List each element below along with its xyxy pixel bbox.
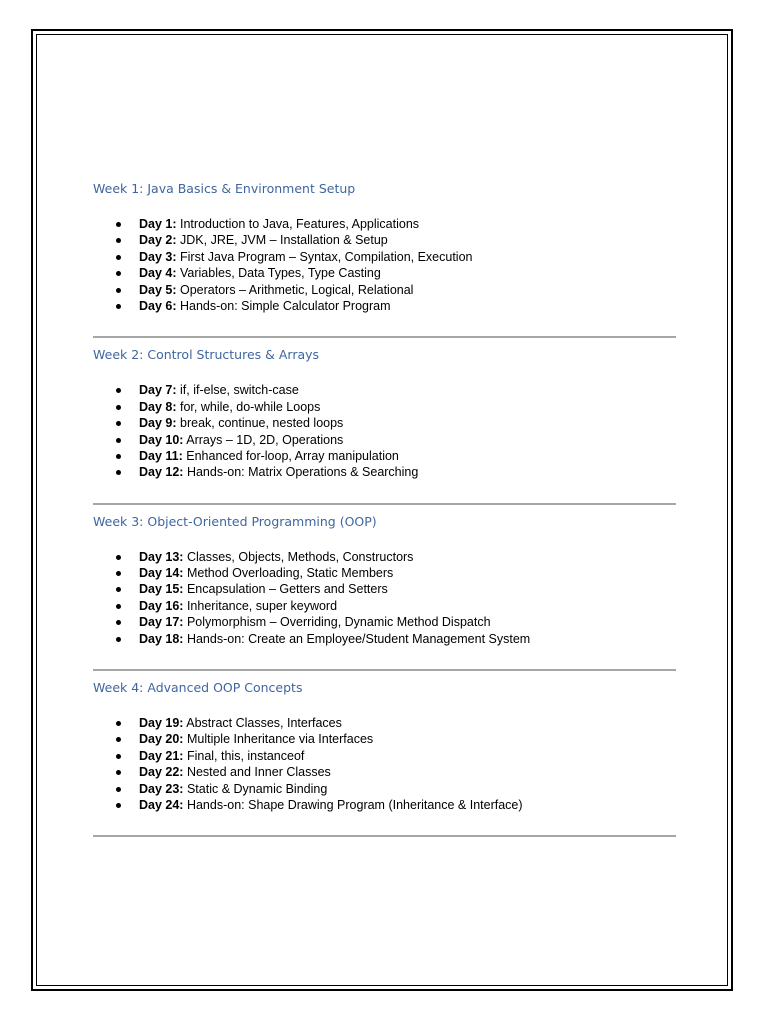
bullet-icon <box>116 787 121 792</box>
section-divider <box>93 835 676 837</box>
day-text: Nested and Inner Classes <box>183 765 331 780</box>
day-list <box>93 549 676 647</box>
bullet-icon <box>116 421 121 426</box>
bullet-icon <box>116 587 121 592</box>
list-item <box>93 731 676 747</box>
day-list <box>93 382 676 480</box>
list-item <box>93 265 676 281</box>
bullet-icon <box>116 222 121 227</box>
list-item <box>93 399 676 415</box>
week-4-section <box>93 679 676 837</box>
day-text: Hands-on: Matrix Operations & Searching <box>183 465 419 480</box>
bullet-icon <box>116 637 121 642</box>
bullet-icon <box>116 770 121 775</box>
section-divider <box>93 503 676 505</box>
day-label: Day 8: <box>139 399 177 414</box>
day-text: Operators – Arithmetic, Logical, Relational <box>176 282 414 297</box>
day-text: Enhanced for-loop, Array manipulation <box>182 448 399 463</box>
bullet-icon <box>116 255 121 260</box>
bullet-icon <box>116 754 121 759</box>
day-text: Multiple Inheritance via Interfaces <box>183 732 374 747</box>
list-item <box>93 631 676 647</box>
list-item <box>93 464 676 480</box>
bullet-icon <box>116 454 121 459</box>
list-item <box>93 715 676 731</box>
bullet-icon <box>116 388 121 393</box>
day-label: Day 16: <box>139 598 184 613</box>
day-text: JDK, JRE, JVM – Installation & Setup <box>176 233 388 248</box>
list-item <box>93 382 676 398</box>
week-1-section <box>93 180 676 338</box>
list-item <box>93 797 676 813</box>
section-divider <box>93 669 676 671</box>
bullet-icon <box>116 405 121 410</box>
list-item <box>93 598 676 614</box>
day-text: for, while, do-while Loops <box>176 399 321 414</box>
day-text: Hands-on: Simple Calculator Program <box>176 298 391 313</box>
day-text: Encapsulation – Getters and Setters <box>183 582 388 597</box>
list-item <box>93 764 676 780</box>
day-label: Day 15: <box>139 582 184 597</box>
day-label: Day 6: <box>139 298 177 313</box>
day-label: Day 3: <box>139 249 177 264</box>
list-item <box>93 781 676 797</box>
list-item <box>93 282 676 298</box>
week-heading: Week 1: Java Basics & Environment Setup <box>93 181 356 196</box>
day-label: Day 5: <box>139 282 177 297</box>
list-item <box>93 216 676 232</box>
bullet-icon <box>116 438 121 443</box>
day-text: break, continue, nested loops <box>176 416 344 431</box>
day-text: if, if-else, switch-case <box>176 383 299 398</box>
week-heading: Week 2: Control Structures & Arrays <box>93 347 320 363</box>
day-text: Final, this, instanceof <box>183 748 305 763</box>
day-label: Day 24: <box>139 797 184 812</box>
list-item <box>93 748 676 764</box>
day-text: Hands-on: Shape Drawing Program (Inheritance & Interface) <box>183 797 523 812</box>
bullet-icon <box>116 803 121 808</box>
week-3-section <box>93 513 676 671</box>
day-text: Classes, Objects, Methods, Constructors <box>183 549 414 564</box>
day-text: Static & Dynamic Binding <box>183 781 328 796</box>
day-text: Inheritance, super keyword <box>183 598 338 613</box>
bullet-icon <box>116 288 121 293</box>
bullet-icon <box>116 271 121 276</box>
bullet-icon <box>116 571 121 576</box>
day-label: Day 11: <box>139 448 183 463</box>
day-list <box>93 715 676 813</box>
week-heading: Week 3: Object-Oriented Programming (OOP) <box>93 513 377 529</box>
day-label: Day 14: <box>139 566 184 581</box>
day-label: Day 2: <box>139 233 177 248</box>
day-text: Method Overloading, Static Members <box>183 566 394 581</box>
day-label: Day 18: <box>139 631 184 646</box>
list-item <box>93 614 676 630</box>
day-label: Day 19: <box>139 716 184 731</box>
day-label: Day 12: <box>139 465 184 480</box>
day-label: Day 10: <box>139 432 184 447</box>
list-item <box>93 232 676 248</box>
bullet-icon <box>116 721 121 726</box>
bullet-icon <box>116 238 121 243</box>
document-body <box>93 180 676 837</box>
week-heading: Week 4: Advanced OOP Concepts <box>93 680 303 696</box>
list-item <box>93 415 676 431</box>
list-item <box>93 448 676 464</box>
day-text: Arrays – 1D, 2D, Operations <box>183 432 344 447</box>
day-label: Day 9: <box>139 416 177 431</box>
bullet-icon <box>116 737 121 742</box>
day-label: Day 21: <box>139 748 184 763</box>
day-text: First Java Program – Syntax, Compilation, Execution <box>176 249 473 264</box>
day-label: Day 23: <box>139 781 184 796</box>
list-item <box>93 581 676 597</box>
day-label: Day 20: <box>139 732 184 747</box>
section-divider <box>93 336 676 338</box>
bullet-icon <box>116 555 121 560</box>
day-label: Day 1: <box>139 217 177 231</box>
day-text: Introduction to Java, Features, Applications <box>176 217 420 231</box>
day-label: Day 22: <box>139 765 184 780</box>
bullet-icon <box>116 620 121 625</box>
week-2-section <box>93 346 676 504</box>
bullet-icon <box>116 604 121 609</box>
day-text: Variables, Data Types, Type Casting <box>176 266 381 281</box>
list-item <box>93 432 676 448</box>
day-label: Day 17: <box>139 615 184 630</box>
day-label: Day 7: <box>139 383 177 398</box>
day-list <box>93 216 676 314</box>
list-item <box>93 549 676 565</box>
list-item <box>93 298 676 314</box>
day-text: Abstract Classes, Interfaces <box>183 716 342 731</box>
day-label: Day 13: <box>139 549 184 564</box>
list-item <box>93 249 676 265</box>
day-text: Hands-on: Create an Employee/Student Management System <box>183 631 531 646</box>
bullet-icon <box>116 304 121 309</box>
day-text: Polymorphism – Overriding, Dynamic Method Dispatch <box>183 615 491 630</box>
bullet-icon <box>116 470 121 475</box>
list-item <box>93 565 676 581</box>
day-label: Day 4: <box>139 266 177 281</box>
